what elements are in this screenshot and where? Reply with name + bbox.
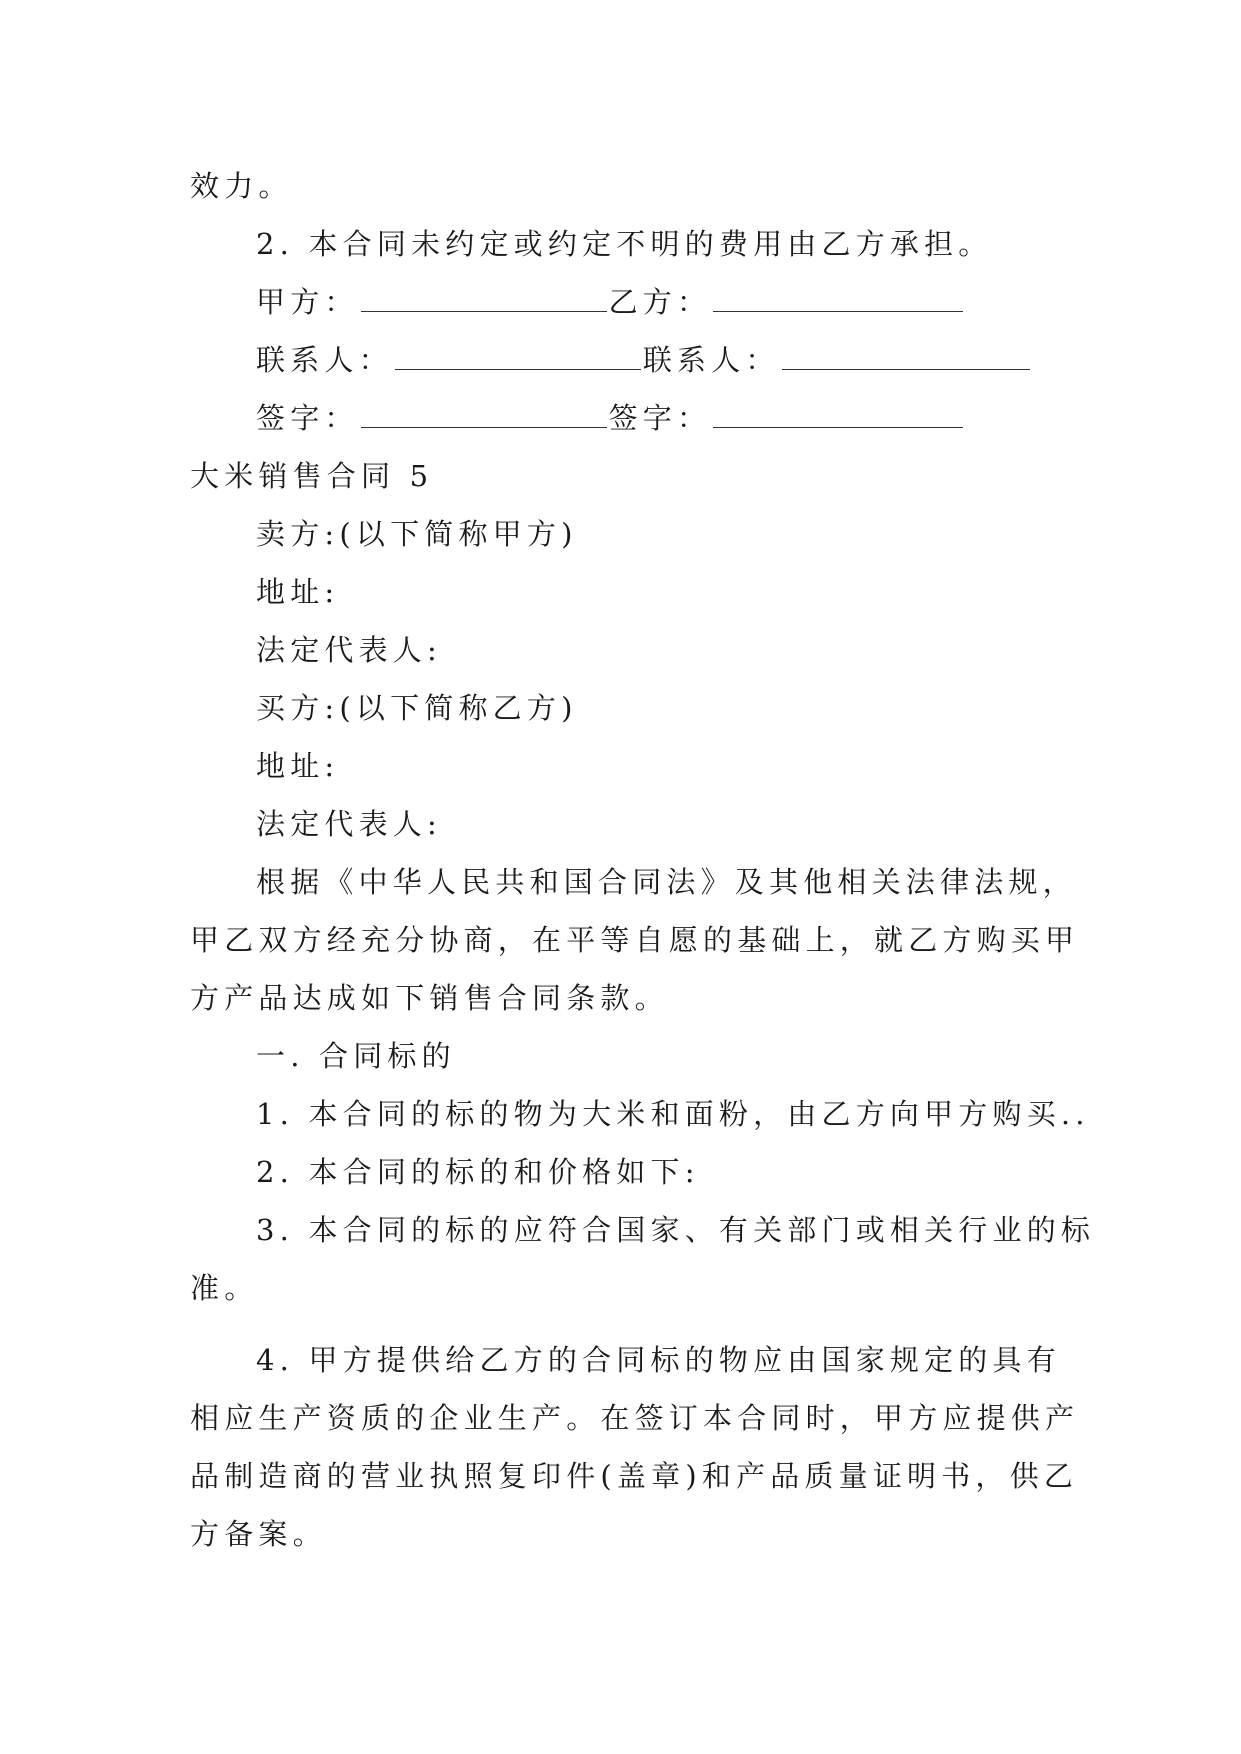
buyer-line: 买方:(以下简称乙方) xyxy=(256,691,578,725)
contact-b-blank xyxy=(782,347,1030,370)
party-a-blank xyxy=(361,289,607,312)
sign-a-blank xyxy=(361,405,607,428)
paragraph-gap xyxy=(190,1317,1070,1331)
text-line: 2. 本合同未约定或约定不明的费用由乙方承担。 xyxy=(256,227,993,261)
seller-representative: 法定代表人: xyxy=(256,633,442,667)
clause-2: 2. 本合同的标的和价格如下: xyxy=(256,1155,700,1189)
signature-row-contact xyxy=(190,331,1070,389)
party-b-blank xyxy=(713,289,963,312)
document-page xyxy=(190,157,1096,1563)
contact-b-label: 联系人： xyxy=(642,343,780,377)
seller-address: 地址: xyxy=(256,575,340,609)
preamble-line: 甲乙双方经充分协商，在平等自愿的基础上，就乙方购买甲 xyxy=(190,923,1080,957)
clause-3-line: 3. 本合同的标的应符合国家、有关部门或相关行业的标 xyxy=(256,1213,1096,1247)
sign-b-label: 签字： xyxy=(608,401,712,435)
party-b-label: 乙方： xyxy=(608,285,712,319)
contact-a-label: 联系人： xyxy=(256,343,393,377)
text-line: 效力。 xyxy=(190,169,293,203)
party-a-label: 甲方： xyxy=(256,285,359,319)
contract-title: 大米销售合同 5 xyxy=(190,459,434,493)
preamble-line: 根据《中华人民共和国合同法》及其他相关法律法规， xyxy=(256,865,1077,899)
signature-row-sign xyxy=(190,389,1070,447)
clause-3-line: 准。 xyxy=(190,1271,259,1305)
clause-4-line: 方备案。 xyxy=(190,1517,327,1551)
clause-4-line: 4. 甲方提供给乙方的合同标的物应由国家规定的具有 xyxy=(256,1343,1061,1377)
sign-b-blank xyxy=(713,405,963,428)
clause-1: 1. 本合同的标的物为大米和面粉，由乙方向甲方购买.. xyxy=(256,1097,1090,1131)
buyer-address: 地址: xyxy=(256,749,340,783)
clause-4-line: 相应生产资质的企业生产。在签订本合同时，甲方应提供产 xyxy=(190,1401,1080,1435)
section-heading: 一. 合同标的 xyxy=(256,1039,456,1073)
buyer-representative: 法定代表人: xyxy=(256,807,442,841)
preamble-line: 方产品达成如下销售合同条款。 xyxy=(190,981,669,1015)
clause-4-line: 品制造商的营业执照复印件(盖章)和产品质量证明书，供乙 xyxy=(190,1459,1079,1493)
sign-a-label: 签字： xyxy=(256,401,359,435)
contact-a-blank xyxy=(395,347,641,370)
seller-line: 卖方:(以下简称甲方) xyxy=(256,517,578,551)
signature-row-party xyxy=(190,273,1070,331)
